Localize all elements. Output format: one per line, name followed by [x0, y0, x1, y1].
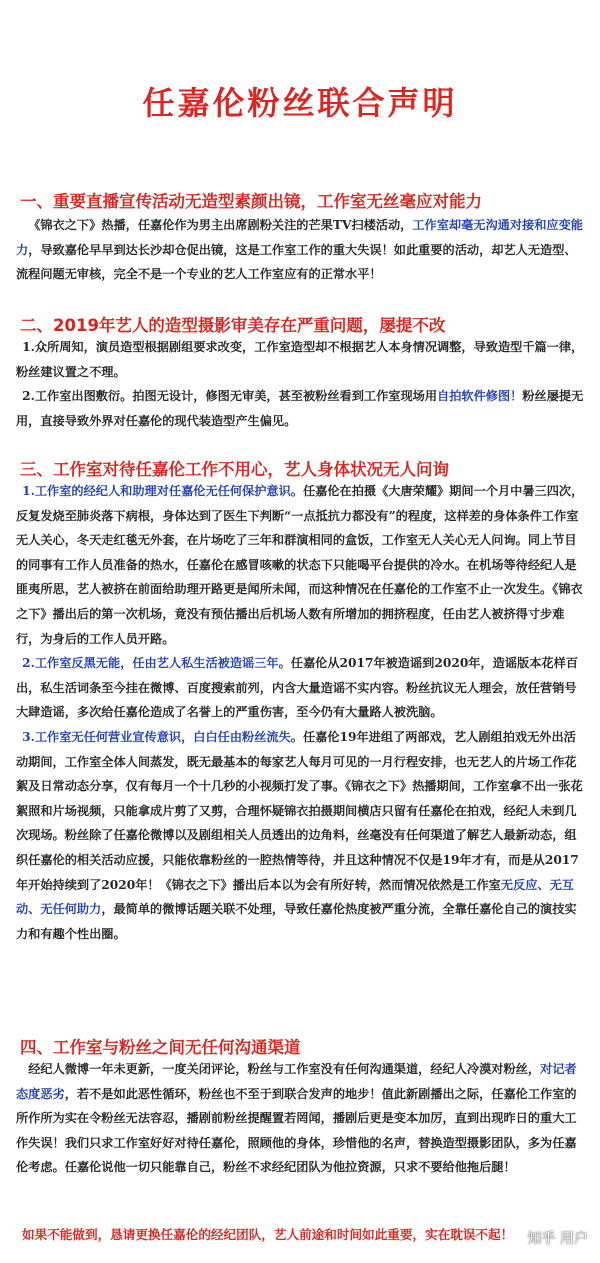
text-run: ，导致嘉伦早早到达长沙却仓促出镜，这是工作室工作的重大失误！如此重要的活动，却艺人无造型、流程问题无审核，完全不是一个专业的艺人工作室应有的正常水平！ — [16, 242, 577, 282]
section-3-body — [16, 479, 586, 946]
text-run: 2.工作室出图敷衍。拍图无设计，修图无审美，甚至被粉丝看到工作室现场用 — [22, 389, 438, 404]
section-3-heading: 三、工作室对待任嘉伦工作不用心，艺人身体状况无人问询 — [20, 460, 449, 479]
closing-demand: 如果不能做到，恳请更换任嘉伦的经纪团队，艺人前途和时间如此重要，实在耽误不起！ — [22, 1227, 514, 1242]
zhihu-watermark: 知乎 用户 — [527, 1231, 588, 1247]
text-run: 任嘉伦从2017年被造谣到2020年，造谣版本花样百出，私生活词条至今挂在微博、百度搜索前列，内含大量造谣不实内容。粉丝抗议无人理会，放任营销号大肆造谣，多次给任嘉伦造成了名誉上的严重伤害，至今仍有大量路人被洗脑。 — [16, 656, 578, 720]
section-2-heading: 二、2019年艺人的造型摄影审美存在严重问题，屡提不改 — [20, 316, 446, 335]
section-4-body — [16, 1057, 586, 1180]
text-run: 粉丝屡提无用，直接导致外界对任嘉伦的现代装造型产生偏见。 — [16, 389, 584, 428]
highlight-blue: 无反应、无互动、无任何助力 — [16, 877, 574, 917]
section-4-heading: 四、工作室与粉丝之间无任何沟通渠道 — [20, 1038, 301, 1057]
text-run: ，最简单的微博话题关联不处理，导致任嘉伦热度被严重分流，全靠任嘉伦自己的演技实力和有趣个性出圈。 — [16, 902, 577, 941]
page-title: 任嘉伦粉丝联合声明 — [142, 84, 458, 122]
section-3-paragraph-3 — [16, 725, 586, 946]
highlight-blue: 2.工作室反黑无能，任由艺人私生活被造谣三年。 — [22, 656, 291, 671]
section-3-paragraph-2 — [16, 651, 586, 725]
highlight-blue: 白白任由粉丝流失。 — [193, 729, 303, 744]
text-run: 任嘉伦在拍摄《大唐荣耀》期间一个月中暑三四次，反复发烧至肺炎落下病根，身体达到了医生下判断“一点抵抗力都没有”的程度，这样差的身体条件工作室无人关心，冬天走红毯无外套，在片场吃了三年和群演相同的盒饭，工作室无人关心无人问询。同上节目的同事有工作人员准备的热水，任嘉伦在感冒咳嗽的状态下只能喝平台提供的冷水。在机场等待经纪人是匪夷所思，艺人被挤在前面给助理开路更是闻所未闻，而这种情况在任嘉伦的工作室不止一次发生。《锦衣之下》播出后的第一次机场，竟没有预估播出后机场人数有所增加的拥挤程度，任由艺人被挤得寸步难行，为身后的工作人员开路。 — [16, 484, 584, 646]
highlight-blue: 3.工作室无任何营业宣传意识， — [22, 729, 194, 744]
highlight-blue: 自拍软件修图！ — [437, 389, 523, 404]
text-run: 任嘉伦19年进组了两部戏，艺人剧组拍戏无外出活动期间，工作室全体人间蒸发，既无最基本的每家艺人每月可见的一月行程安排，也无艺人的片场工作花絮及日常动态分享，仅有每月一个十几秒的小视频打发了事。《锦衣之下》热播期间，工作室拿不出一张花絮照和片场视频，只能拿成片剪了又剪，合理怀疑锦衣拍摄期间横店只留有任嘉伦在拍戏，经纪人未到几次现场。粉丝除了任嘉伦微博以及剧组相关人员透出的边角料，丝毫没有任何渠道了解艺人最新动态，组织任嘉伦的相关活动应援，只能依靠粉丝的一腔热情等待，并且这种情况不仅是19年才有，而是从2017年开始持续到了2020年！《锦衣之下》播出后本以为会有所好转，然而情况依然是工作室 — [16, 729, 583, 892]
section-1-paragraph — [16, 213, 586, 287]
highlight-blue: 对记者态度恶劣 — [16, 1062, 577, 1101]
section-2-paragraph-1 — [16, 335, 586, 384]
text-run: 《锦衣之下》热播，任嘉伦作为男主出席剧粉关注的芒果TV扫楼活动， — [28, 218, 413, 232]
text-run: 经纪人微博一年未更新，一度关闭评论，粉丝与工作室没有任何沟通渠道，经纪人冷漠对粉丝， — [28, 1062, 541, 1076]
section-1-heading: 一、重要直播宣传活动无造型素颜出镜，工作室无丝毫应对能力 — [20, 192, 482, 211]
text-run: 1.众所周知，演员造型根据剧组要求改变，工作室造型却不根据艺人本身情况调整，导致造型千篇一律，粉丝建议置之不理。 — [16, 340, 584, 379]
highlight-blue: 1.工作室的经纪人和助理对任嘉伦无任何保护意识。 — [22, 484, 303, 498]
highlight-blue: 工作室却毫无沟通对接和应变能力 — [16, 218, 583, 257]
section-2-paragraph-2 — [16, 384, 586, 433]
text-run: ，若不是如此恶性循环，粉丝也不至于到联合发声的地步！值此新剧播出之际，任嘉伦工作室的所作所为实在令粉丝无法容忍，播剧前粉丝提醒置若罔闻，播剧后更是变本加厉，直到出现昨日的重大工作失误！我们只求工作室好好对待任嘉伦，照顾他的身体，珍惜他的名声，替换造型摄影团队，多为任嘉伦考虑。任嘉伦说他一切只能靠自己，粉丝不求经纪团队为他拉资源，只求不要给他拖后腿！ — [16, 1086, 577, 1175]
section-2-body — [16, 335, 586, 433]
section-1-body — [16, 213, 586, 287]
section-3-paragraph-1 — [16, 479, 586, 651]
section-4-paragraph — [16, 1057, 586, 1180]
